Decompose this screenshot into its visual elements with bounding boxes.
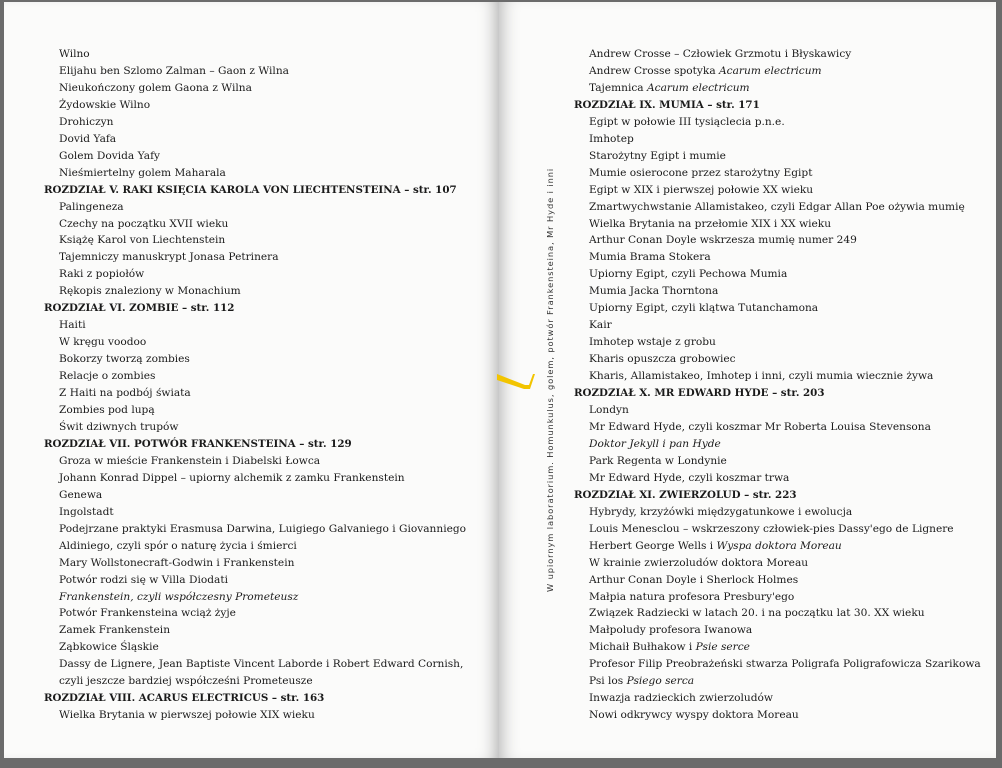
left-page [4, 2, 499, 758]
toc-entry: Nowi odkrywcy wyspy doktora Moreau [589, 709, 799, 722]
toc-entry [574, 80, 979, 97]
toc-entry: W krainie zwierzoludów doktora Moreau [589, 556, 809, 569]
toc-entry [44, 656, 464, 673]
toc-entry: Mr Edward Hyde, czyli koszmar Mr Roberta Louisa Stevensona [589, 420, 931, 433]
toc-entry-text: Andrew Crosse spotyka [589, 64, 720, 77]
toc-entry [574, 639, 979, 656]
toc-entry: Podejrzane praktyki Erasmusa Darwina, Luigiego Galvaniego i Giovanniego [59, 522, 467, 535]
toc-entry: Mumia Jacka Thorntona [589, 285, 719, 298]
toc-entry: Egipt w połowie III tysiąclecia p.n.e. [589, 115, 785, 128]
chapter-heading: ROZDZIAŁ XI. ZWIERZOLUD – str. 223 [574, 488, 797, 501]
toc-entry: Ząbkowice Śląskie [59, 641, 159, 654]
toc-entry: Starożytny Egipt i mumie [589, 149, 726, 162]
chapter-heading: ROZDZIAŁ VIII. ACARUS ELECTRICUS – str. 163 [44, 692, 325, 705]
toc-entry-text: Tajemnica [589, 81, 647, 94]
toc-entry: Profesor Filip Preobrażeński stwarza Poligrafa Poligrafowicza Szarikowa [589, 658, 981, 671]
toc-entry: Louis Menesclou – wskrzeszony człowiek-pies Dassy'ego de Lignere [589, 522, 954, 535]
toc-entry: Tajemniczy manuskrypt Jonasa Petrinera [59, 251, 279, 264]
toc-entry-title-italic: Wyspa doktora Moreau [716, 539, 842, 552]
toc-entry: Londyn [589, 404, 629, 417]
toc-entry: Drohiczyn [59, 115, 114, 128]
toc-entry: Małpia natura profesora Presbury'ego [589, 590, 795, 603]
toc-entry: Palingeneza [59, 200, 124, 213]
toc-entry: Rękopis znaleziony w Monachium [59, 285, 241, 298]
chapter-heading: ROZDZIAŁ V. RAKI KSIĘCIA KAROLA VON LIECHTENSTEINA – str. 107 [44, 183, 457, 196]
toc-entry: Relacje o zombies [59, 370, 156, 383]
toc-entry: Frankenstein, czyli współczesny Prometeusz [59, 590, 299, 603]
toc-entry: Elijahu ben Szlomo Zalman – Gaon z Wilna [59, 64, 289, 77]
toc-entry [574, 673, 979, 690]
spine-title: W upiornym laboratorium. Homunkulus, golem, potwór Frankensteina, Mr Hyde i inni [545, 167, 555, 592]
toc-entry: Doktor Jekyll i pan Hyde [589, 437, 721, 450]
toc-entry: Kharis, Allamistakeo, Imhotep i inni, czyli mumia wiecznie żywa [589, 370, 934, 383]
toc-entry: Świt dziwnych trupów [59, 420, 179, 433]
toc-entry: Imhotep [589, 132, 634, 145]
toc-entry: Egipt w XIX i pierwszej połowie XX wieku [589, 183, 814, 196]
left-toc-list [44, 46, 467, 724]
toc-entry: Z Haiti na podbój świata [59, 387, 191, 400]
toc-entry-text: Michaił Bułhakow i [589, 641, 696, 654]
toc-entry: Arthur Conan Doyle wskrzesza mumię numer 249 [589, 234, 857, 247]
toc-entry: Mumia Brama Stokera [589, 251, 711, 264]
toc-entry: Wilno [59, 48, 90, 60]
toc-entry: Inwazja radzieckich zwierzoludów [589, 692, 773, 705]
toc-entry: Aldiniego, czyli spór o naturę życia i śmierci [59, 539, 297, 552]
toc-entry: Groza w mieście Frankenstein i Diabelski Łowca [59, 454, 321, 467]
toc-entry: Golem Dovida Yafy [59, 149, 161, 162]
toc-entry: Wielka Brytania w pierwszej połowie XIX wieku [59, 709, 315, 722]
toc-entry-title-italic: Psiego serca [626, 675, 695, 688]
toc-entry-text: Dassy de Lignere, Jean Baptiste Vincent Laborde i Robert Edward Cornish, [59, 658, 464, 671]
toc-entry: Czechy na początku XVII wieku [59, 217, 229, 230]
chapter-heading: ROZDZIAŁ IX. MUMIA – str. 171 [574, 98, 760, 111]
toc-entry: Nieukończony golem Gaona z Wilna [59, 81, 252, 94]
chapter-heading: ROZDZIAŁ VII. POTWÓR FRANKENSTEINA – str. 129 [44, 437, 352, 450]
toc-entry: Potwór rodzi się w Villa Diodati [59, 573, 228, 586]
toc-entry-title-italic: Psie serce [695, 641, 750, 654]
toc-entry: Mumie osierocone przez starożytny Egipt [589, 166, 813, 179]
toc-entry: W kręgu voodoo [59, 336, 147, 349]
toc-entry: Związek Radziecki w latach 20. i na początku lat 30. XX wieku [589, 607, 925, 620]
toc-entry: Bokorzy tworzą zombies [59, 353, 190, 366]
toc-entry: Haiti [59, 319, 86, 332]
right-page [499, 2, 996, 758]
toc-entry: Zamek Frankenstein [59, 624, 171, 637]
toc-entry: Potwór Frankensteina wciąż żyje [59, 607, 236, 620]
toc-entry: Kharis opuszcza grobowiec [589, 353, 736, 366]
toc-entry: Żydowskie Wilno [59, 98, 151, 111]
toc-entry: Małpoludy profesora Iwanowa [589, 624, 753, 637]
toc-entry-title-italic: Acarum electricum [719, 64, 822, 77]
right-toc-list [574, 46, 979, 724]
chapter-heading: ROZDZIAŁ VI. ZOMBIE – str. 112 [44, 302, 235, 315]
toc-entry: Hybrydy, krzyżówki międzygatunkowe i ewolucja [589, 505, 853, 518]
toc-entry: Genewa [59, 488, 103, 501]
toc-entry: Imhotep wstaje z grobu [589, 336, 716, 349]
toc-entry: Park Regenta w Londynie [589, 454, 727, 467]
toc-entry: Książę Karol von Liechtenstein [59, 234, 226, 247]
toc-entry: Johann Konrad Dippel – upiorny alchemik z zamku Frankenstein [59, 471, 405, 484]
toc-entry-text: Herbert George Wells i [589, 539, 717, 552]
toc-entry: Zombies pod lupą [59, 404, 155, 417]
toc-entry [574, 538, 979, 555]
toc-entry: Arthur Conan Doyle i Sherlock Holmes [589, 573, 799, 586]
toc-entry: Zmartwychwstanie Allamistakeo, czyli Edgar Allan Poe ożywia mumię [589, 200, 965, 213]
toc-entry: Andrew Crosse – Człowiek Grzmotu i Błyskawicy [589, 48, 852, 60]
toc-entry-text: Psi los [589, 675, 627, 688]
chapter-heading: ROZDZIAŁ X. MR EDWARD HYDE – str. 203 [574, 387, 825, 400]
toc-entry: Nieśmiertelny golem Maharala [59, 166, 226, 179]
yellow-accent-mark [497, 372, 567, 402]
toc-entry: Kair [589, 319, 612, 332]
toc-entry: Ingolstadt [59, 505, 114, 518]
toc-entry: Mary Wollstonecraft-Godwin i Frankenstein [59, 556, 295, 569]
toc-entry: Upiorny Egipt, czyli Pechowa Mumia [589, 268, 788, 281]
toc-entry-title-italic: Acarum electricum [647, 81, 750, 94]
toc-entry [574, 63, 979, 80]
toc-entry: Wielka Brytania na przełomie XIX i XX wieku [589, 217, 832, 230]
toc-entry: Dovid Yafa [59, 132, 117, 145]
toc-entry: Mr Edward Hyde, czyli koszmar trwa [589, 471, 790, 484]
toc-entry: Upiorny Egipt, czyli klątwa Tutanchamona [589, 302, 819, 315]
toc-entry: Raki z popiołów [59, 268, 145, 281]
toc-entry: czyli jeszcze bardziej współcześni Prometeusze [59, 675, 313, 688]
